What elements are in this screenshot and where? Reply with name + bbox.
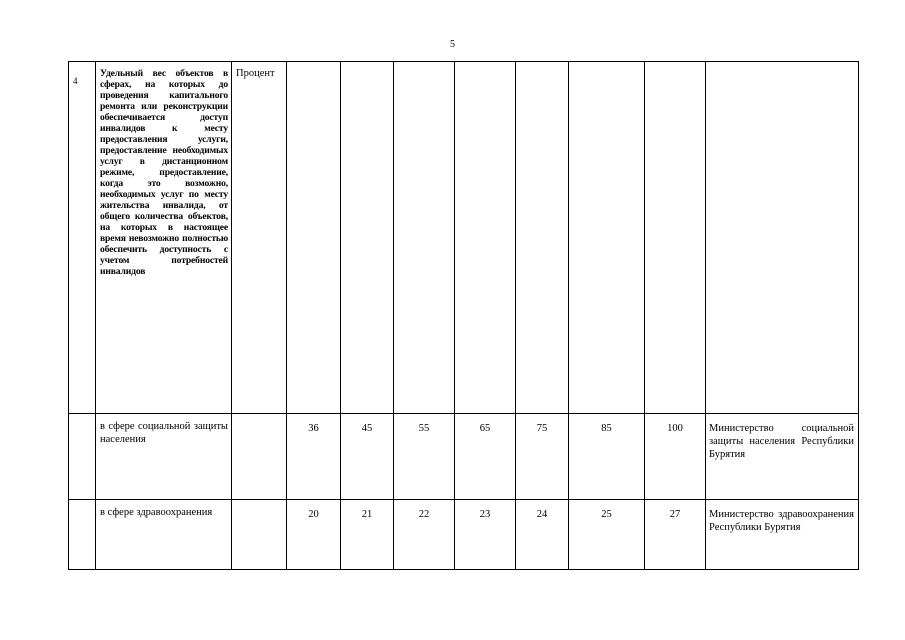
indicator-name: Удельный вес объектов в сферах, на которых до проведения капитального ремонта или реконструкции обеспечивается доступ инвалидов к месту предоставления услуги, предоставление необходимых услуг в дистанционном режиме, предоставление, когда это возможно, необходимых услуг по месту жительства инвалида, от общего количества объектов, на которых в настоящее время невозможно полностью обеспечить доступность с учетом потребностей инвалидов [100, 68, 228, 277]
value-cell: 27 [645, 500, 706, 570]
value-cell: 20 [287, 500, 341, 570]
value-cell [455, 62, 516, 414]
table-row [69, 500, 859, 570]
responsible-org-cell: Министерство социальной защиты населения Республики Бурятия [706, 414, 859, 500]
unit-cell: Процент [232, 62, 287, 414]
value-cell: 85 [569, 414, 645, 500]
value-cell: 55 [394, 414, 455, 500]
indicator-name: в сфере социальной защиты населения [100, 421, 228, 445]
row-number-cell: 4 [69, 62, 96, 414]
indicators-table [68, 61, 859, 570]
value-cell: 45 [341, 414, 394, 500]
value-cell [341, 62, 394, 414]
indicator-name-cell [96, 500, 232, 570]
indicator-name-cell [96, 62, 232, 414]
value-cell: 24 [516, 500, 569, 570]
row-number-cell [69, 500, 96, 570]
indicator-name-cell [96, 414, 232, 500]
value-cell [287, 62, 341, 414]
value-cell: 21 [341, 500, 394, 570]
table-row [69, 414, 859, 500]
value-cell: 25 [569, 500, 645, 570]
value-cell [645, 62, 706, 414]
value-cell: 75 [516, 414, 569, 500]
value-cell: 36 [287, 414, 341, 500]
row-number-cell [69, 414, 96, 500]
value-cell [516, 62, 569, 414]
indicator-name: в сфере здравоохранения [100, 507, 213, 518]
responsible-org-cell: Министерство здравоохранения Республики Бурятия [706, 500, 859, 570]
value-cell [394, 62, 455, 414]
table-row [69, 62, 859, 414]
value-cell: 65 [455, 414, 516, 500]
unit-cell [232, 414, 287, 500]
unit-cell [232, 500, 287, 570]
page-number: 5 [450, 39, 455, 50]
value-cell: 22 [394, 500, 455, 570]
responsible-org-cell [706, 62, 859, 414]
value-cell [569, 62, 645, 414]
value-cell: 23 [455, 500, 516, 570]
value-cell: 100 [645, 414, 706, 500]
